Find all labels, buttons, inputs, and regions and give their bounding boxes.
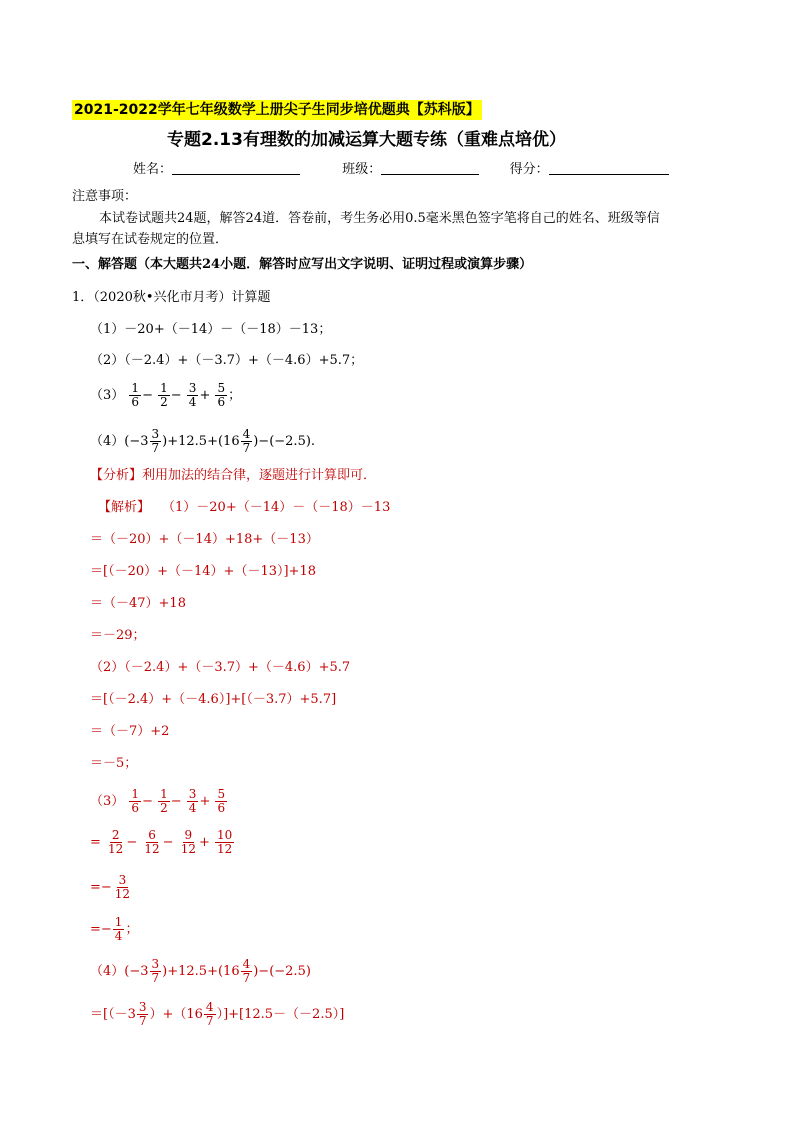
- solution-4-head: （4） (−3 $\frac{3}{7}$ )+12.5+(16 $\frac{4}{7}$ )−(−2.5): [90, 957, 311, 985]
- question-1-part-3: （3） $\frac{1}{6}$ − $\frac{1}{2}$ − $\frac{3}{4}$ + $\frac{5}{6}$ ；: [90, 381, 242, 409]
- solution-2-step-2: ＝（－7）+2: [90, 724, 170, 739]
- fraction: $\frac{4}{7}$: [242, 427, 251, 455]
- notice-line-1: 本试卷试题共24题，解答24道．答卷前，考生务必用0.5毫米黑色签字笔将自己的姓名、班级等信: [99, 211, 660, 226]
- solution-1-step-3: ＝（－47）+18: [90, 596, 186, 611]
- score-field[interactable]: [549, 161, 669, 175]
- fraction: $\frac{3}{7}$: [138, 1000, 147, 1028]
- name-field[interactable]: [172, 161, 300, 175]
- solution-2-head: （2）（－2.4）+（－3.7）+（－4.6）+5.7: [90, 660, 351, 675]
- solution-label: 【解析】: [98, 500, 151, 515]
- analysis-label: 【分析】: [90, 468, 143, 483]
- fraction: $\frac{6}{12}$: [144, 828, 160, 856]
- section-heading: 一、解答题（本大题共24小题．解答时应写出文字说明、证明过程或演算步骤）: [72, 257, 533, 272]
- student-info-row: [133, 161, 669, 179]
- fraction: $\frac{5}{6}$: [217, 381, 226, 409]
- analysis-text: 利用加法的结合律，逐题进行计算即可．: [142, 468, 377, 483]
- fraction: $\frac{3}{4}$: [188, 381, 197, 409]
- question-1-part-2: （2）（－2.4）+（－3.7）+（－4.6）+5.7；: [90, 353, 364, 368]
- fraction: $\frac{4}{7}$: [242, 957, 251, 985]
- solution-3-step-3: =− $\frac{1}{4}$ ；: [90, 915, 139, 943]
- question-1-part-4: （4） (−3 $\frac{3}{7}$ )+12.5+(16 $\frac{4}{7}$ )−(−2.5).: [90, 427, 316, 455]
- class-field[interactable]: [381, 161, 479, 175]
- solution-1-step-1: ＝（－20）+（－14）+18+（－13）: [90, 532, 319, 547]
- fraction: $\frac{2}{12}$: [108, 828, 124, 856]
- score-label: 得分：: [509, 162, 549, 177]
- solution-2-step-1: ＝[（－2.4）+（－4.6）]+[（－3.7）+5.7]: [90, 692, 337, 707]
- fraction: $\frac{3}{12}$: [114, 873, 131, 901]
- solution-3-step-2: =− $\frac{3}{12}$: [90, 873, 131, 901]
- class-label: 班级：: [342, 162, 382, 177]
- analysis: [90, 467, 376, 485]
- fraction: $\frac{1}{2}$: [160, 381, 168, 409]
- solution-4-step-1: ＝[（－3 $\frac{3}{7}$ ）+（16 $\frac{4}{7}$ ）]+[12.5－（－2.5）]: [90, 1000, 345, 1028]
- course-banner: 2021-2022学年七年级数学上册尖子生同步培优题典【苏科版】: [74, 102, 480, 118]
- page-title: 专题2.13有理数的加减运算大题专练（重难点培优）: [167, 130, 566, 150]
- notice-line-2: 息填写在试卷规定的位置．: [72, 232, 229, 247]
- fraction: $\frac{4}{7}$: [205, 1000, 214, 1028]
- solution-1-head: 【解析】 （1）－20+（－14）－（－18）－13: [98, 500, 391, 515]
- fraction: $\frac{1}{2}$: [160, 787, 168, 815]
- fraction: $\frac{5}{6}$: [217, 787, 226, 815]
- question-1-part-1: （1）－20+（－14）－（－18）－13；: [90, 322, 332, 337]
- solution-2-step-3: ＝－5；: [90, 756, 138, 771]
- notice-heading: 注意事项：: [72, 189, 138, 204]
- name-label: 姓名：: [133, 162, 173, 177]
- fraction: $\frac{3}{7}$: [151, 957, 160, 985]
- fraction: $\frac{1}{6}$: [131, 381, 140, 409]
- fraction: $\frac{10}{12}$: [217, 828, 233, 856]
- fraction: $\frac{3}{7}$: [151, 427, 160, 455]
- solution-1-step-2: ＝[（－20）+（－14）+（－13）]+18: [90, 564, 316, 579]
- question-1-stem: 1．（2020秋•兴化市月考）计算题: [72, 290, 271, 305]
- solution-3-step-1: = $\frac{2}{12}$ − $\frac{6}{12}$ − $\frac{9}{12}$ + $\frac{10}{12}$: [90, 828, 233, 856]
- fraction: $\frac{1}{6}$: [131, 787, 140, 815]
- fraction: $\frac{9}{12}$: [180, 828, 196, 856]
- solution-3-head: （3） $\frac{1}{6}$ − $\frac{1}{2}$ − $\frac{3}{4}$ + $\frac{5}{6}$: [90, 787, 226, 815]
- fraction: $\frac{1}{4}$: [114, 915, 123, 943]
- solution-1-step-4: ＝－29；: [90, 628, 146, 643]
- fraction: $\frac{3}{4}$: [188, 787, 197, 815]
